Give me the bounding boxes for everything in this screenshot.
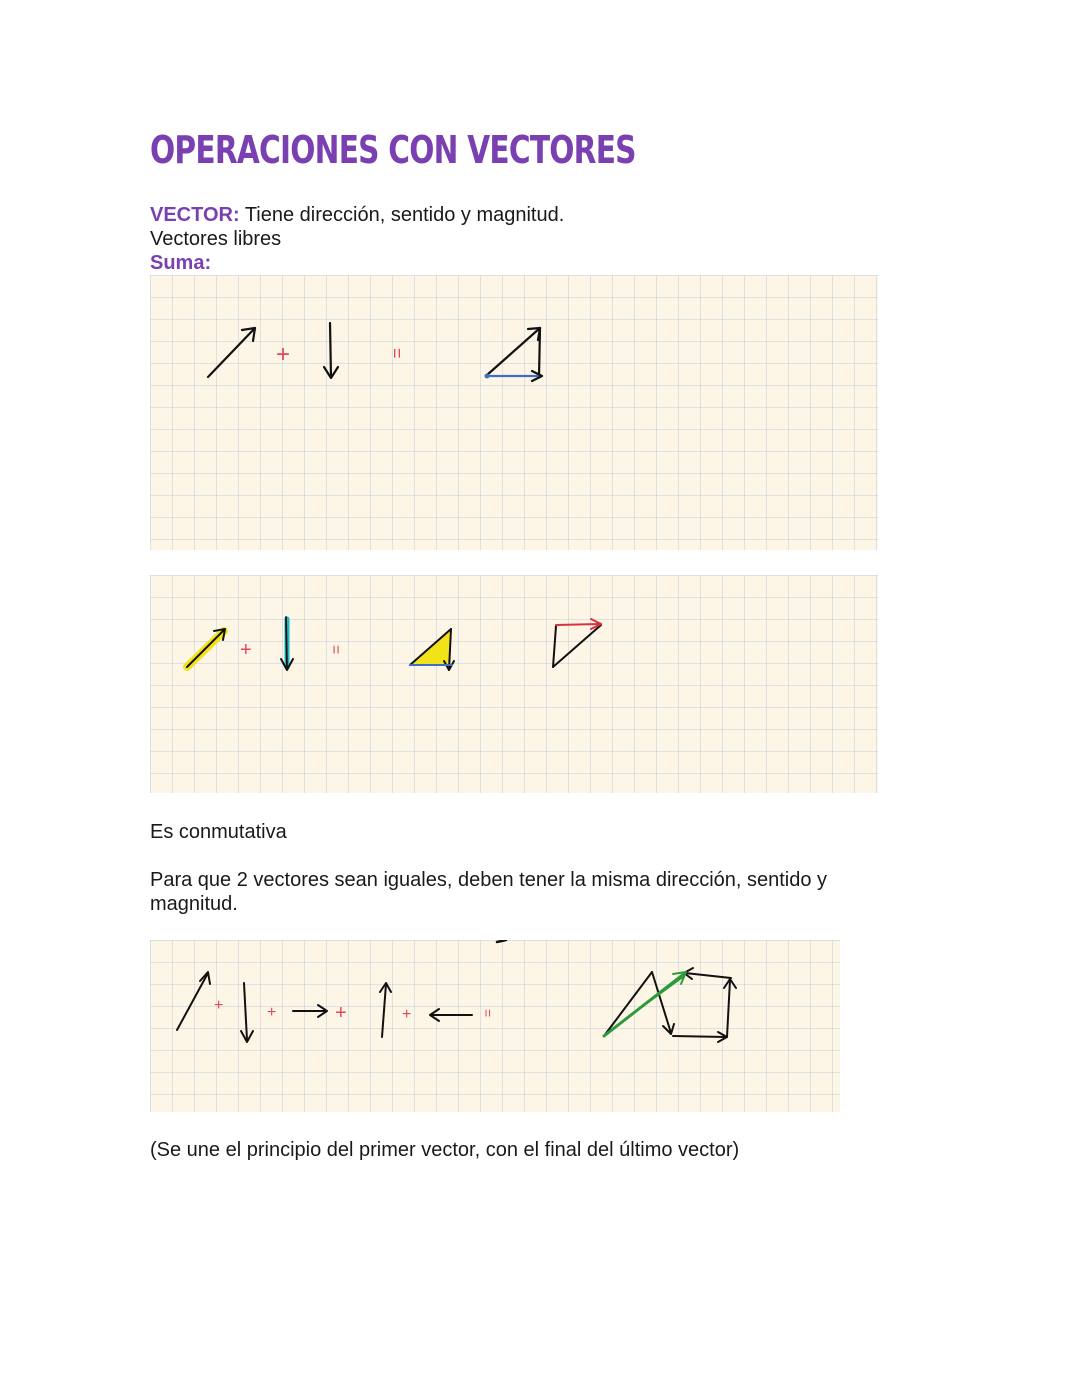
- sketch-vector-sum-1: [150, 275, 878, 550]
- sum-label: Suma:: [150, 252, 212, 274]
- sketch-vector-sum-2: [150, 575, 878, 793]
- equals-sign: =: [327, 645, 344, 655]
- commute-a-arrow: [553, 626, 556, 667]
- sketch-vector-sum-2-drawing: [150, 575, 878, 793]
- free-vectors-text: Vectores libres: [150, 228, 282, 250]
- vector-label: VECTOR:: [150, 204, 240, 226]
- equals-sign: =: [480, 1009, 496, 1018]
- vector-b-arrow: [330, 323, 331, 377]
- polygon-c: [673, 1036, 726, 1037]
- vector-definition-text: Tiene dirección, sentido y magnitud.: [239, 204, 565, 226]
- vector-4-arrow: [382, 984, 386, 1037]
- vector-1-arrow: [177, 973, 208, 1030]
- plus-sign: +: [240, 639, 252, 661]
- sketch-polygon-rule: [150, 940, 840, 1112]
- commute-sum-arrow: [556, 624, 600, 625]
- result-b-arrow: [539, 328, 540, 377]
- plus-sign: +: [214, 997, 224, 1014]
- polygon-d: [727, 980, 730, 1037]
- plus-sign: +: [335, 1002, 347, 1024]
- vector-b-arrow: [286, 617, 287, 669]
- sketch-polygon-rule-drawing: [150, 940, 840, 1112]
- polygon-rule-text: (Se une el principio del primer vector, con el final del último vector): [150, 1139, 740, 1161]
- result-origin-dot: [485, 374, 490, 379]
- plus-sign: +: [267, 1004, 277, 1021]
- polygon-result-arrow-2: [608, 977, 683, 1032]
- result-a-arrow: [487, 328, 540, 375]
- page-title: OPERACIONES CON VECTORES: [150, 128, 636, 172]
- polygon-b: [652, 972, 671, 1033]
- sketch-vector-sum-1-drawing: [150, 275, 878, 550]
- vector-definition: [150, 203, 564, 227]
- vector-a-arrow: [208, 328, 255, 377]
- ink-mark: [497, 940, 506, 942]
- equals-sign: =: [387, 348, 407, 359]
- vector-a-arrow: [187, 630, 224, 667]
- commutative-text: Es conmutativa: [150, 821, 287, 843]
- commute-b-arrow: [553, 625, 601, 667]
- vector-2-arrow: [244, 983, 247, 1040]
- equality-rule-text: Para que 2 vectores sean iguales, deben tener la misma dirección, sentido y magnitud.: [150, 869, 828, 915]
- plus-sign: +: [402, 1006, 412, 1023]
- plus-sign: +: [276, 341, 291, 368]
- polygon-e: [685, 973, 731, 978]
